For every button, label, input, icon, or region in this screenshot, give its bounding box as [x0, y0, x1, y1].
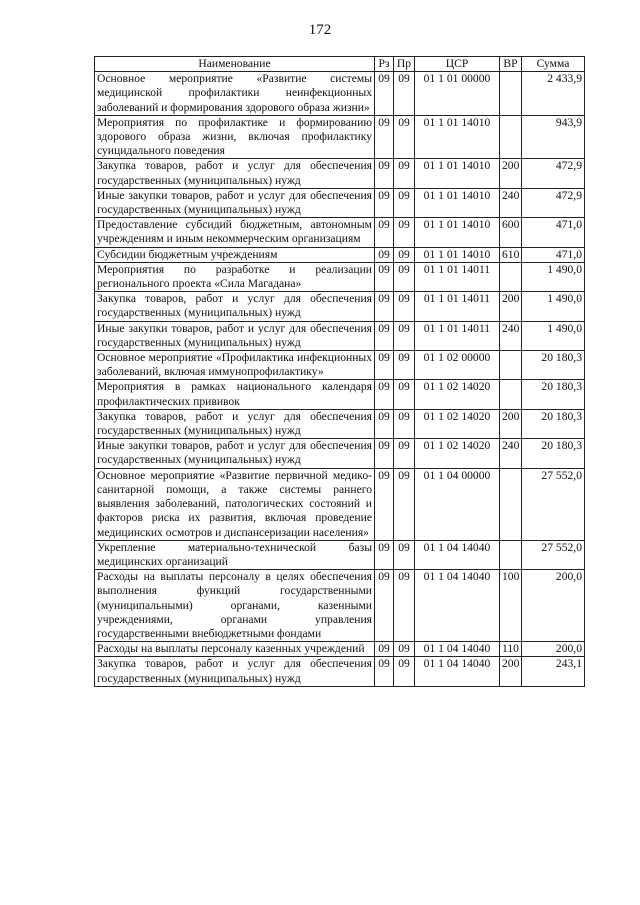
cell-csr: 01 1 02 14020 — [415, 380, 500, 409]
cell-vr: 610 — [500, 247, 522, 262]
cell-name: Укрепление материально-технической базы медицинских организаций — [95, 540, 375, 569]
table-row — [95, 380, 585, 409]
table-row — [95, 188, 585, 217]
cell-vr — [500, 115, 522, 159]
cell-vr: 200 — [500, 657, 522, 686]
cell-rz: 09 — [375, 159, 394, 188]
cell-vr: 600 — [500, 218, 522, 247]
cell-name: Расходы на выплаты персоналу в целях обеспечения выполнения функций государственными (муниципальными) органами, казенными учреждениями, органами управления государственными внебюджетными фондами — [95, 570, 375, 642]
cell-name: Иные закупки товаров, работ и услуг для обеспечения государственных (муниципальных) нужд — [95, 439, 375, 468]
cell-name: Основное мероприятие «Развитие первичной медико-санитарной помощи, а также системы раннего выявления заболеваний, патологических состояний и факторов риска их развития, включая проведение медицинских осмотров и диспансеризации населения» — [95, 468, 375, 540]
column-header-pr: Пр — [394, 57, 415, 72]
cell-sum: 472,9 — [522, 159, 585, 188]
cell-vr — [500, 262, 522, 291]
cell-rz: 09 — [375, 115, 394, 159]
cell-vr — [500, 540, 522, 569]
cell-rz: 09 — [375, 642, 394, 657]
cell-pr: 09 — [394, 292, 415, 321]
column-header-csr: ЦСР — [415, 57, 500, 72]
cell-csr: 01 1 01 14010 — [415, 188, 500, 217]
cell-pr: 09 — [394, 570, 415, 642]
cell-name: Предоставление субсидий бюджетным, автономным учреждениям и иным некоммерческим организациям — [95, 218, 375, 247]
column-header-rz: Рз — [375, 57, 394, 72]
table-row — [95, 247, 585, 262]
cell-csr: 01 1 01 14011 — [415, 321, 500, 350]
cell-vr: 240 — [500, 321, 522, 350]
cell-pr: 09 — [394, 351, 415, 380]
cell-vr — [500, 468, 522, 540]
cell-rz: 09 — [375, 292, 394, 321]
cell-rz: 09 — [375, 351, 394, 380]
cell-vr: 240 — [500, 439, 522, 468]
cell-pr: 09 — [394, 72, 415, 116]
cell-name: Расходы на выплаты персоналу казенных учреждений — [95, 642, 375, 657]
table-body — [95, 72, 585, 687]
table-row — [95, 570, 585, 642]
cell-name: Основное мероприятие «Профилактика инфекционных заболеваний, включая иммунопрофилактику» — [95, 351, 375, 380]
cell-rz: 09 — [375, 262, 394, 291]
cell-sum: 1 490,0 — [522, 321, 585, 350]
cell-sum: 20 180,3 — [522, 380, 585, 409]
cell-sum: 20 180,3 — [522, 409, 585, 438]
budget-table — [94, 56, 585, 687]
table-row — [95, 439, 585, 468]
cell-vr: 100 — [500, 570, 522, 642]
cell-sum: 472,9 — [522, 188, 585, 217]
cell-pr: 09 — [394, 218, 415, 247]
cell-rz: 09 — [375, 72, 394, 116]
cell-csr: 01 1 02 14020 — [415, 439, 500, 468]
table-row — [95, 292, 585, 321]
cell-vr: 110 — [500, 642, 522, 657]
table-row — [95, 657, 585, 686]
cell-pr: 09 — [394, 159, 415, 188]
table-row — [95, 642, 585, 657]
cell-rz: 09 — [375, 218, 394, 247]
cell-rz: 09 — [375, 409, 394, 438]
cell-vr: 200 — [500, 292, 522, 321]
cell-sum: 943,9 — [522, 115, 585, 159]
cell-csr: 01 1 01 14011 — [415, 262, 500, 291]
cell-csr: 01 1 04 14040 — [415, 642, 500, 657]
cell-csr: 01 1 01 00000 — [415, 72, 500, 116]
table-row — [95, 159, 585, 188]
cell-pr: 09 — [394, 642, 415, 657]
cell-name: Закупка товаров, работ и услуг для обеспечения государственных (муниципальных) нужд — [95, 657, 375, 686]
table-row — [95, 72, 585, 116]
cell-vr: 240 — [500, 188, 522, 217]
cell-rz: 09 — [375, 468, 394, 540]
cell-rz: 09 — [375, 380, 394, 409]
table-row — [95, 115, 585, 159]
cell-pr: 09 — [394, 380, 415, 409]
table-row — [95, 262, 585, 291]
cell-csr: 01 1 01 14011 — [415, 292, 500, 321]
cell-name: Закупка товаров, работ и услуг для обеспечения государственных (муниципальных) нужд — [95, 409, 375, 438]
table-row — [95, 409, 585, 438]
cell-csr: 01 1 04 00000 — [415, 468, 500, 540]
cell-rz: 09 — [375, 188, 394, 217]
cell-vr — [500, 351, 522, 380]
cell-sum: 200,0 — [522, 642, 585, 657]
cell-pr: 09 — [394, 262, 415, 291]
cell-name: Основное мероприятие «Развитие системы медицинской профилактики неинфекционных заболеваний и формирования здорового образа жизни» — [95, 72, 375, 116]
cell-sum: 27 552,0 — [522, 468, 585, 540]
cell-sum: 200,0 — [522, 570, 585, 642]
cell-rz: 09 — [375, 570, 394, 642]
cell-rz: 09 — [375, 657, 394, 686]
cell-pr: 09 — [394, 468, 415, 540]
page-number: 172 — [308, 22, 332, 38]
cell-name: Мероприятия по разработке и реализации регионального проекта «Сила Магадана» — [95, 262, 375, 291]
cell-vr: 200 — [500, 409, 522, 438]
cell-sum: 1 490,0 — [522, 292, 585, 321]
table-row — [95, 540, 585, 569]
cell-csr: 01 1 01 14010 — [415, 159, 500, 188]
table-row — [95, 351, 585, 380]
column-header-sum: Сумма — [522, 57, 585, 72]
cell-sum: 20 180,3 — [522, 351, 585, 380]
cell-vr: 200 — [500, 159, 522, 188]
cell-sum: 27 552,0 — [522, 540, 585, 569]
cell-csr: 01 1 01 14010 — [415, 247, 500, 262]
table-row — [95, 321, 585, 350]
cell-sum: 2 433,9 — [522, 72, 585, 116]
cell-pr: 09 — [394, 409, 415, 438]
cell-vr — [500, 72, 522, 116]
cell-csr: 01 1 02 14020 — [415, 409, 500, 438]
cell-pr: 09 — [394, 115, 415, 159]
cell-pr: 09 — [394, 247, 415, 262]
cell-csr: 01 1 01 14010 — [415, 218, 500, 247]
cell-rz: 09 — [375, 321, 394, 350]
cell-sum: 1 490,0 — [522, 262, 585, 291]
cell-pr: 09 — [394, 188, 415, 217]
cell-name: Закупка товаров, работ и услуг для обеспечения государственных (муниципальных) нужд — [95, 292, 375, 321]
cell-pr: 09 — [394, 321, 415, 350]
cell-name: Иные закупки товаров, работ и услуг для обеспечения государственных (муниципальных) нужд — [95, 321, 375, 350]
cell-csr: 01 1 01 14010 — [415, 115, 500, 159]
table-header-row — [95, 57, 585, 72]
cell-rz: 09 — [375, 439, 394, 468]
table-row — [95, 468, 585, 540]
column-header-vr: ВР — [500, 57, 522, 72]
cell-csr: 01 1 04 14040 — [415, 540, 500, 569]
cell-rz: 09 — [375, 540, 394, 569]
cell-name: Закупка товаров, работ и услуг для обеспечения государственных (муниципальных) нужд — [95, 159, 375, 188]
cell-csr: 01 1 04 14040 — [415, 570, 500, 642]
cell-sum: 243,1 — [522, 657, 585, 686]
cell-vr — [500, 380, 522, 409]
cell-csr: 01 1 04 14040 — [415, 657, 500, 686]
cell-pr: 09 — [394, 657, 415, 686]
cell-sum: 471,0 — [522, 218, 585, 247]
cell-csr: 01 1 02 00000 — [415, 351, 500, 380]
cell-name: Иные закупки товаров, работ и услуг для обеспечения государственных (муниципальных) нужд — [95, 188, 375, 217]
cell-name: Мероприятия по профилактике и формированию здорового образа жизни, включая профилактику суицидального поведения — [95, 115, 375, 159]
cell-pr: 09 — [394, 439, 415, 468]
cell-name: Субсидии бюджетным учреждениям — [95, 247, 375, 262]
cell-name: Мероприятия в рамках национального календаря профилактических прививок — [95, 380, 375, 409]
cell-sum: 471,0 — [522, 247, 585, 262]
cell-sum: 20 180,3 — [522, 439, 585, 468]
cell-rz: 09 — [375, 247, 394, 262]
column-header-name: Наименование — [95, 57, 375, 72]
table-row — [95, 218, 585, 247]
cell-pr: 09 — [394, 540, 415, 569]
